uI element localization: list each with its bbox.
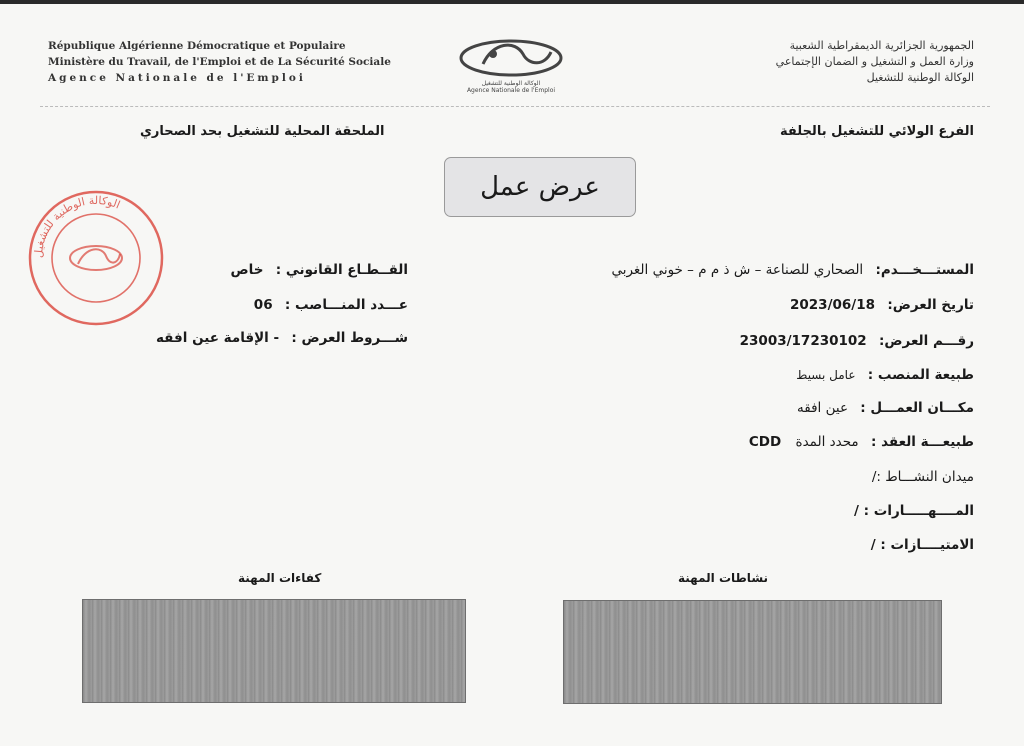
header-arabic	[574, 38, 974, 86]
header-ar-agency: الوكالة الوطنية للتشغيل	[866, 71, 974, 84]
scan-top-edge	[0, 0, 1024, 4]
workplace-label: مكـــان العمـــل :	[860, 400, 974, 416]
branch-local: الملحقة المحلية للتشغيل بحد الصحاري	[140, 124, 385, 139]
benefits-label: الامتيــــازات : /	[870, 537, 974, 553]
sector-value: خاص	[230, 262, 264, 278]
employer-label: المستـــخـــدم:	[875, 262, 974, 278]
agency-stamp	[26, 188, 166, 332]
field-conditions	[156, 330, 408, 346]
conditions-label: شـــروط العرض :	[291, 330, 408, 346]
position-label: طبيعة المنصب :	[867, 367, 974, 383]
field-posts	[254, 297, 408, 313]
logo-text-ar: الوكالة الوطنية للتشغيل	[481, 80, 541, 87]
field-benefits	[871, 537, 974, 553]
skills-label: المــــهـــــارات : /	[854, 503, 974, 519]
stamp-ring-text: الوكالة الوطنية للتشغيل	[31, 193, 123, 259]
header-ar-republic: الجمهورية الجزائرية الديمقراطية الشعبية	[789, 39, 974, 52]
conditions-value: - الإقامة عين افقه	[156, 330, 280, 346]
header-fr-republic: République Algérienne Démocratique et Populaire	[48, 40, 346, 52]
header-french	[48, 38, 428, 86]
posts-value: 06	[253, 297, 273, 313]
position-value: عامل بسيط	[796, 368, 856, 382]
branch-wilaya: الفرع الولائي للتشغيل بالجلفة	[780, 124, 974, 139]
employer-value: الصحاري للصناعة – ش ذ م م – خوني الغربي	[611, 262, 864, 278]
contract-value: محدد المدة	[795, 434, 859, 450]
field-legal-sector	[230, 262, 408, 278]
number-value: 23003/17230102	[739, 333, 867, 349]
anem-logo	[448, 36, 574, 100]
field-employer	[611, 262, 974, 278]
header-fr-ministry: Ministère du Travail, de l'Emploi et de La Sécurité Sociale	[48, 56, 391, 68]
header-ar-ministry: وزارة العمل و التشغيل و الضمان الإجتماعي	[775, 55, 974, 68]
date-label: تاريخ العرض:	[887, 297, 974, 313]
activities-title: نشاطات المهنة	[678, 571, 769, 585]
number-label: رقـــم العرض:	[878, 333, 974, 349]
document-title	[444, 157, 636, 217]
contract-code: CDD	[748, 434, 782, 450]
field-position	[796, 367, 974, 383]
activity-label: ميدان النشـــاط :/	[871, 469, 974, 485]
header-divider	[40, 106, 990, 107]
header-fr-agency: Agence Nationale de l'Emploi	[48, 72, 306, 84]
document-title-text: عرض عمل	[480, 172, 600, 202]
posts-label: عـــدد المنـــاصب :	[284, 297, 408, 313]
workplace-value: عين افقه	[797, 400, 848, 416]
contract-label: طبيعـــة العقد :	[870, 434, 974, 450]
field-offer-number	[740, 333, 974, 349]
field-workplace	[797, 400, 974, 416]
anem-logo-icon	[453, 36, 569, 80]
logo-text-fr: Agence Nationale de l'Emploi	[466, 87, 556, 94]
competencies-title: كفاءات المهنة	[238, 571, 322, 585]
activities-redacted-box	[563, 600, 942, 704]
sector-label: القــطـاع القانوني :	[275, 262, 408, 278]
red-seal-icon	[26, 188, 166, 328]
competencies-redacted-box	[82, 599, 466, 703]
svg-text:الوكالة الوطنية للتشغيل	[32, 194, 122, 258]
date-value: 2023/06/18	[790, 297, 876, 313]
field-skills	[854, 503, 974, 519]
field-contract	[749, 434, 974, 450]
field-offer-date	[790, 297, 974, 313]
field-activity	[872, 469, 974, 485]
